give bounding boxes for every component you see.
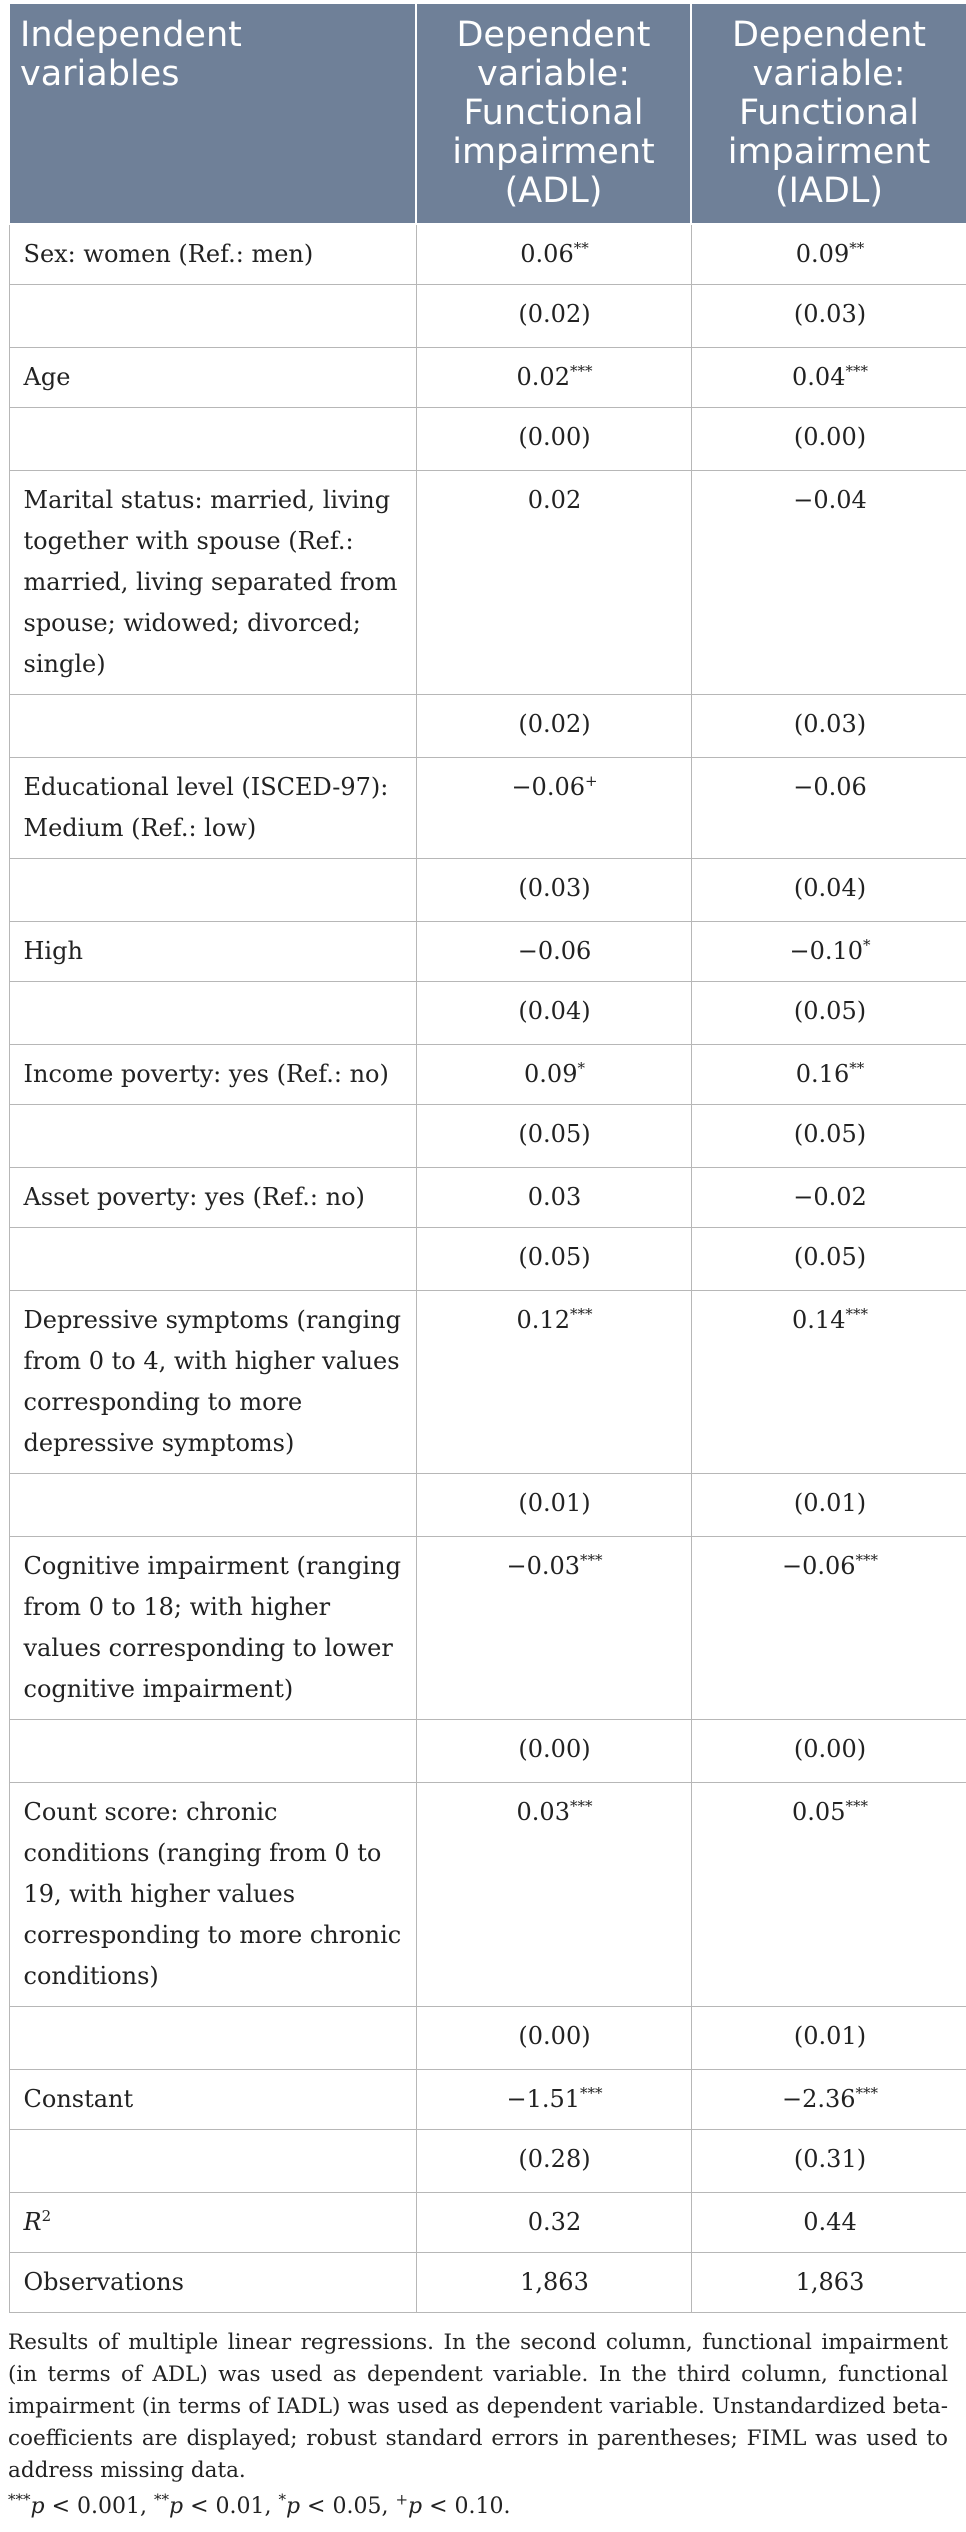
row-label: Income poverty: yes (Ref.: no) — [9, 1045, 416, 1105]
table-row — [9, 2253, 966, 2313]
significance-legend: ***p < 0.001, **p < 0.01, *p < 0.05, +p < 0.10. — [8, 2490, 511, 2519]
adl-value: (0.28) — [416, 2130, 691, 2193]
adl-value: (0.01) — [416, 1474, 691, 1537]
adl-value: −0.03*** — [416, 1537, 691, 1720]
table-row — [9, 2070, 966, 2130]
table-row — [9, 982, 966, 1045]
iadl-value: 0.14*** — [691, 1291, 966, 1474]
iadl-value: 0.44 — [691, 2193, 966, 2253]
regression-table — [8, 2, 966, 2313]
row-label — [9, 408, 416, 471]
iadl-value: 1,863 — [691, 2253, 966, 2313]
table-row — [9, 348, 966, 408]
adl-value: (0.02) — [416, 695, 691, 758]
header-iadl: Dependent variable: Functional impairment (IADL) — [691, 3, 966, 224]
table-row — [9, 1045, 966, 1105]
row-label — [9, 1228, 416, 1291]
adl-value: (0.04) — [416, 982, 691, 1045]
table-row — [9, 1105, 966, 1168]
table-notes — [8, 2327, 948, 2523]
table-row — [9, 1228, 966, 1291]
row-label — [9, 2130, 416, 2193]
row-label: Observations — [9, 2253, 416, 2313]
iadl-value: 0.09** — [691, 224, 966, 285]
iadl-value: (0.00) — [691, 1720, 966, 1783]
iadl-value: 0.04*** — [691, 348, 966, 408]
row-label: Constant — [9, 2070, 416, 2130]
table-row — [9, 2193, 966, 2253]
row-label — [9, 695, 416, 758]
adl-value: (0.05) — [416, 1228, 691, 1291]
table-row — [9, 471, 966, 695]
iadl-value: (0.01) — [691, 1474, 966, 1537]
table-row — [9, 1291, 966, 1474]
iadl-value: −0.10* — [691, 922, 966, 982]
table-row — [9, 285, 966, 348]
row-label: Asset poverty: yes (Ref.: no) — [9, 1168, 416, 1228]
adl-value: (0.03) — [416, 859, 691, 922]
results-table-page — [8, 2, 966, 2523]
iadl-value: 0.16** — [691, 1045, 966, 1105]
adl-value: −0.06+ — [416, 758, 691, 859]
adl-value: 1,863 — [416, 2253, 691, 2313]
adl-value: 0.12*** — [416, 1291, 691, 1474]
row-label: Marital status: married, living together with spouse (Ref.: married, living separated from spouse; widowed; divorced; single) — [9, 471, 416, 695]
table-row — [9, 758, 966, 859]
table-row — [9, 695, 966, 758]
row-label — [9, 285, 416, 348]
table-row — [9, 224, 966, 285]
row-label — [9, 1720, 416, 1783]
row-label: Sex: women (Ref.: men) — [9, 224, 416, 285]
row-label: Depressive symptoms (ranging from 0 to 4, with higher values corresponding to more depressive symptoms) — [9, 1291, 416, 1474]
iadl-value: (0.00) — [691, 408, 966, 471]
iadl-value: (0.03) — [691, 695, 966, 758]
table-row — [9, 2130, 966, 2193]
adl-value: −0.06 — [416, 922, 691, 982]
row-label: $R^2$ — [9, 2193, 416, 2253]
table-row — [9, 408, 966, 471]
table-row — [9, 1720, 966, 1783]
iadl-value: (0.31) — [691, 2130, 966, 2193]
row-label: Count score: chronic conditions (ranging from 0 to 19, with higher values corresponding to more chronic conditions) — [9, 1783, 416, 2007]
iadl-value: −0.02 — [691, 1168, 966, 1228]
iadl-value: (0.05) — [691, 1105, 966, 1168]
iadl-value: (0.01) — [691, 2007, 966, 2070]
adl-value: (0.00) — [416, 1720, 691, 1783]
iadl-value: −2.36*** — [691, 2070, 966, 2130]
adl-value: (0.00) — [416, 2007, 691, 2070]
row-label — [9, 982, 416, 1045]
adl-value: (0.00) — [416, 408, 691, 471]
row-label: Cognitive impairment (ranging from 0 to 18; with higher values corresponding to lower cognitive impairment) — [9, 1537, 416, 1720]
row-label: Age — [9, 348, 416, 408]
iadl-value: −0.04 — [691, 471, 966, 695]
adl-value: 0.03*** — [416, 1783, 691, 2007]
table-row — [9, 1783, 966, 2007]
row-label — [9, 1105, 416, 1168]
iadl-value: (0.05) — [691, 1228, 966, 1291]
adl-value: (0.02) — [416, 285, 691, 348]
adl-value: 0.03 — [416, 1168, 691, 1228]
row-label — [9, 859, 416, 922]
table-row — [9, 922, 966, 982]
adl-value: 0.06** — [416, 224, 691, 285]
adl-value: (0.05) — [416, 1105, 691, 1168]
header-adl: Dependent variable: Functional impairment (ADL) — [416, 3, 691, 224]
row-label — [9, 2007, 416, 2070]
table-header-row — [9, 3, 966, 224]
row-label: Educational level (ISCED-97): Medium (Ref.: low) — [9, 758, 416, 859]
row-label: High — [9, 922, 416, 982]
iadl-value: 0.05*** — [691, 1783, 966, 2007]
iadl-value: −0.06*** — [691, 1537, 966, 1720]
row-label — [9, 1474, 416, 1537]
iadl-value: (0.04) — [691, 859, 966, 922]
adl-value: −1.51*** — [416, 2070, 691, 2130]
iadl-value: (0.05) — [691, 982, 966, 1045]
table-row — [9, 1474, 966, 1537]
table-row — [9, 2007, 966, 2070]
adl-value: 0.02 — [416, 471, 691, 695]
adl-value: 0.09* — [416, 1045, 691, 1105]
adl-value: 0.02*** — [416, 348, 691, 408]
iadl-value: −0.06 — [691, 758, 966, 859]
table-row — [9, 1537, 966, 1720]
table-body — [9, 224, 966, 2313]
iadl-value: (0.03) — [691, 285, 966, 348]
header-independent-variables: Independent variables — [9, 3, 416, 224]
adl-value: 0.32 — [416, 2193, 691, 2253]
notes-text: Results of multiple linear regressions. In the second column, functional impairment (in terms of ADL) was used as dependent variable. In the third column, functional impairment (in terms of IADL) was used as dependent variable. Unstandardized beta-coefficients are displayed; robust standard errors in parentheses; FIML was used to address missing data. — [8, 2330, 948, 2483]
table-row — [9, 1168, 966, 1228]
table-row — [9, 859, 966, 922]
